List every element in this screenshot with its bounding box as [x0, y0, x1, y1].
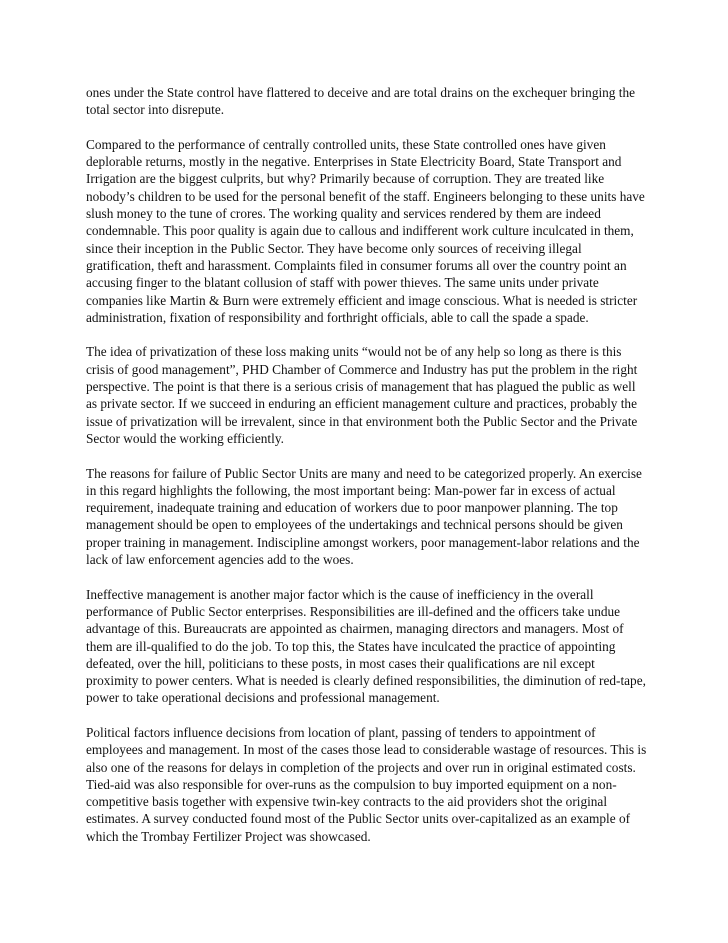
paragraph-privatization: The idea of privatization of these loss making units “would not be of any help so long as there is this crisis of good management”, PHD Chamber of Commerce and Industry has put the problem in the right perspective. The point is that there is a serious crisis of management that has plagued the public as well as private sector. If we succeed in enduring an efficient management culture and practices, probably the issue of privatization will be irrevalent, since in that environment both the Public Sector and the Private Sector would the working efficiently.: [86, 344, 638, 446]
paragraph-political-factors: Political factors influence decisions from location of plant, passing of tenders to appointment of employees and management. In most of the cases those lead to considerable wastage of resources. This is also one of the reasons for delays in completion of the projects and over run in original estimated costs. Tied-aid was also responsible for over-runs as the compulsion to buy imported equipment on a non-competitive basis together with expensive twin-key contracts to the aid providers shot the original estimates. A survey conducted found most of the Public Sector units over-capitalized as an example of which the Trombay Fertilizer Project was showcased.: [86, 724, 647, 844]
document-page: [86, 84, 648, 845]
paragraph-continuation: ones under the State control have flattered to deceive and are total drains on the exchequer bringing the total sector into disrepute.: [86, 85, 636, 118]
paragraph-ineffective-management: Ineffective management is another major factor which is the cause of inefficiency in the overall performance of Public Sector enterprises. Responsibilities are ill-defined and the officers take undue advantage of this. Bureaucrats are appointed as chairmen, managing directors and managers. Most of them are ill-qualified to do the job. To top this, the States have inculcated the practice of appointing defeated, over the hill, politicians to these posts, in most cases their qualifications are nil except proximity to power centers. What is needed is clearly defined responsibilities, the diminution of red-tape, power to take operational decisions and professional management.: [86, 586, 646, 706]
paragraph-failure-reasons: The reasons for failure of Public Sector Units are many and need to be categorized properly. An exercise in this regard highlights the following, the most important being: Man-power far in excess of actual requirement, inadequate training and education of workers due to poor manpower planning. The top management should be open to employees of the undertakings and technical persons should be given proper training in management. Indiscipline amongst workers, poor management-labor relations and the lack of law enforcement agencies add to the woes.: [86, 465, 642, 568]
paragraph-state-units: Compared to the performance of centrally controlled units, these State controlled ones have given deplorable returns, mostly in the negative. Enterprises in State Electricity Board, State Transport and Irrigation are the biggest culprits, but why? Primarily because of corruption. They are treated like nobody’s children to be used for the personal benefit of the staff. Engineers belonging to these units have slush money to the tune of crores. The working quality and services rendered by them are indeed condemnable. This poor quality is again due to callous and indifferent work culture inculcated in them, since their inception in the Public Sector. They have become only sources of receiving illegal gratification, theft and harassment. Complaints filed in consumer forums all over the country point an accusing finger to the blatant collusion of staff with power thieves. The same units under private companies like Martin & Burn were extremely efficient and image conscious. What is needed is stricter administration, fixation of responsibility and forthright officials, able to call the spade a spade.: [86, 136, 645, 325]
